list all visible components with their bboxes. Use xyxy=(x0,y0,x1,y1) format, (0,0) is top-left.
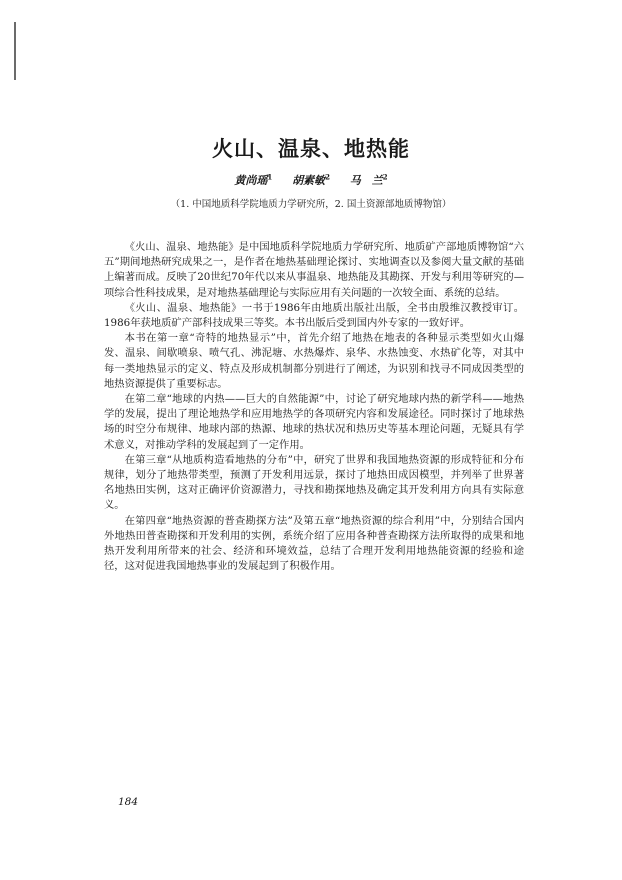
author-affiliation-mark: 2 xyxy=(325,172,330,182)
author xyxy=(350,174,388,187)
paragraph: 在第二章“地球的内热——巨大的自然能源”中，讨论了研究地球内热的新学科——地热学的发展，提出了理论地热学和应用地热学的各项研究内容和发展途径。同时探讨了地球热场的时空分布规律、地球内部的热源、地球的热状况和热历史等基本理论问题，无疑具有学术意义，对推动学科的发展起到了一定作用。 xyxy=(104,393,524,451)
paragraph: 《火山、温泉、地热能》一书于1986年由地质出版社出版，全书由殷维汉教授审订。1986年获地质矿产部科技成果三等奖。本书出版后受到国内外专家的一致好评。 xyxy=(104,301,524,330)
author-name: 胡素敏 xyxy=(292,174,326,187)
page-number: 184 xyxy=(118,796,139,808)
author-affiliation-mark: 1 xyxy=(267,172,273,182)
author xyxy=(292,174,330,187)
author xyxy=(234,174,272,187)
article-title: 火山、温泉、地热能 xyxy=(212,137,410,161)
author-list xyxy=(0,172,622,188)
author-name: 黄尚瑶 xyxy=(234,174,268,187)
paragraph: 在第四章“地热资源的普查勘探方法”及第五章“地热资源的综合利用”中，分别结合国内外地热田普查勘探和开发利用的实例，系统介绍了应用各种普查勘探方法所取得的成果和地热开发利用所带来的社会、经济和环境效益，总结了合理开发利用地热能资源的经验和途径，这对促进我国地热事业的发展起到了积极作用。 xyxy=(104,514,524,573)
paragraph: 在第三章“从地质构造看地热的分布”中，研究了世界和我国地热资源的形成特征和分布规律，划分了地热带类型，预测了开发利用远景，探讨了地热田成因模型，并列举了世界著名地热田实例，这对正确评价资源潜力，寻找和勘探地热及确定其开发利用方向具有实际意义。 xyxy=(104,453,524,512)
paragraph: 《火山、温泉、地热能》是中国地质科学院地质力学研究所、地质矿产部地质博物馆“六五”期间地热研究成果之一，是作者在地热基础理论探讨、实地调查以及参阅大量文献的基础上编著而成。反映了20世纪70年代以来从事温泉、地热能及其勘探、开发与利用等研究的—项综合性科技成果，是对地热基础理论与实际应用有关问题的一次较全面、系统的总结。 xyxy=(104,241,524,299)
article-body xyxy=(104,240,524,574)
author-name: 马 兰 xyxy=(349,174,383,187)
affiliation: （1. 中国地质科学院地质力学研究所，2. 国土资源部地质博物馆） xyxy=(170,199,452,210)
page-edge-line xyxy=(14,22,16,80)
author-affiliation-mark: 2 xyxy=(382,172,388,182)
paragraph: 本书在第一章“奇特的地热显示”中，首先介绍了地热在地表的各种显示类型如火山爆发、温泉、间歇喷泉、喷气孔、沸泥塘、水热爆炸、泉华、水热蚀变、水热矿化等，对其中每一类地热显示的定义、特点及形成机制都分别进行了阐述，为识别和找寻不同成因类型的地热资源提供了重要标志。 xyxy=(104,332,524,390)
